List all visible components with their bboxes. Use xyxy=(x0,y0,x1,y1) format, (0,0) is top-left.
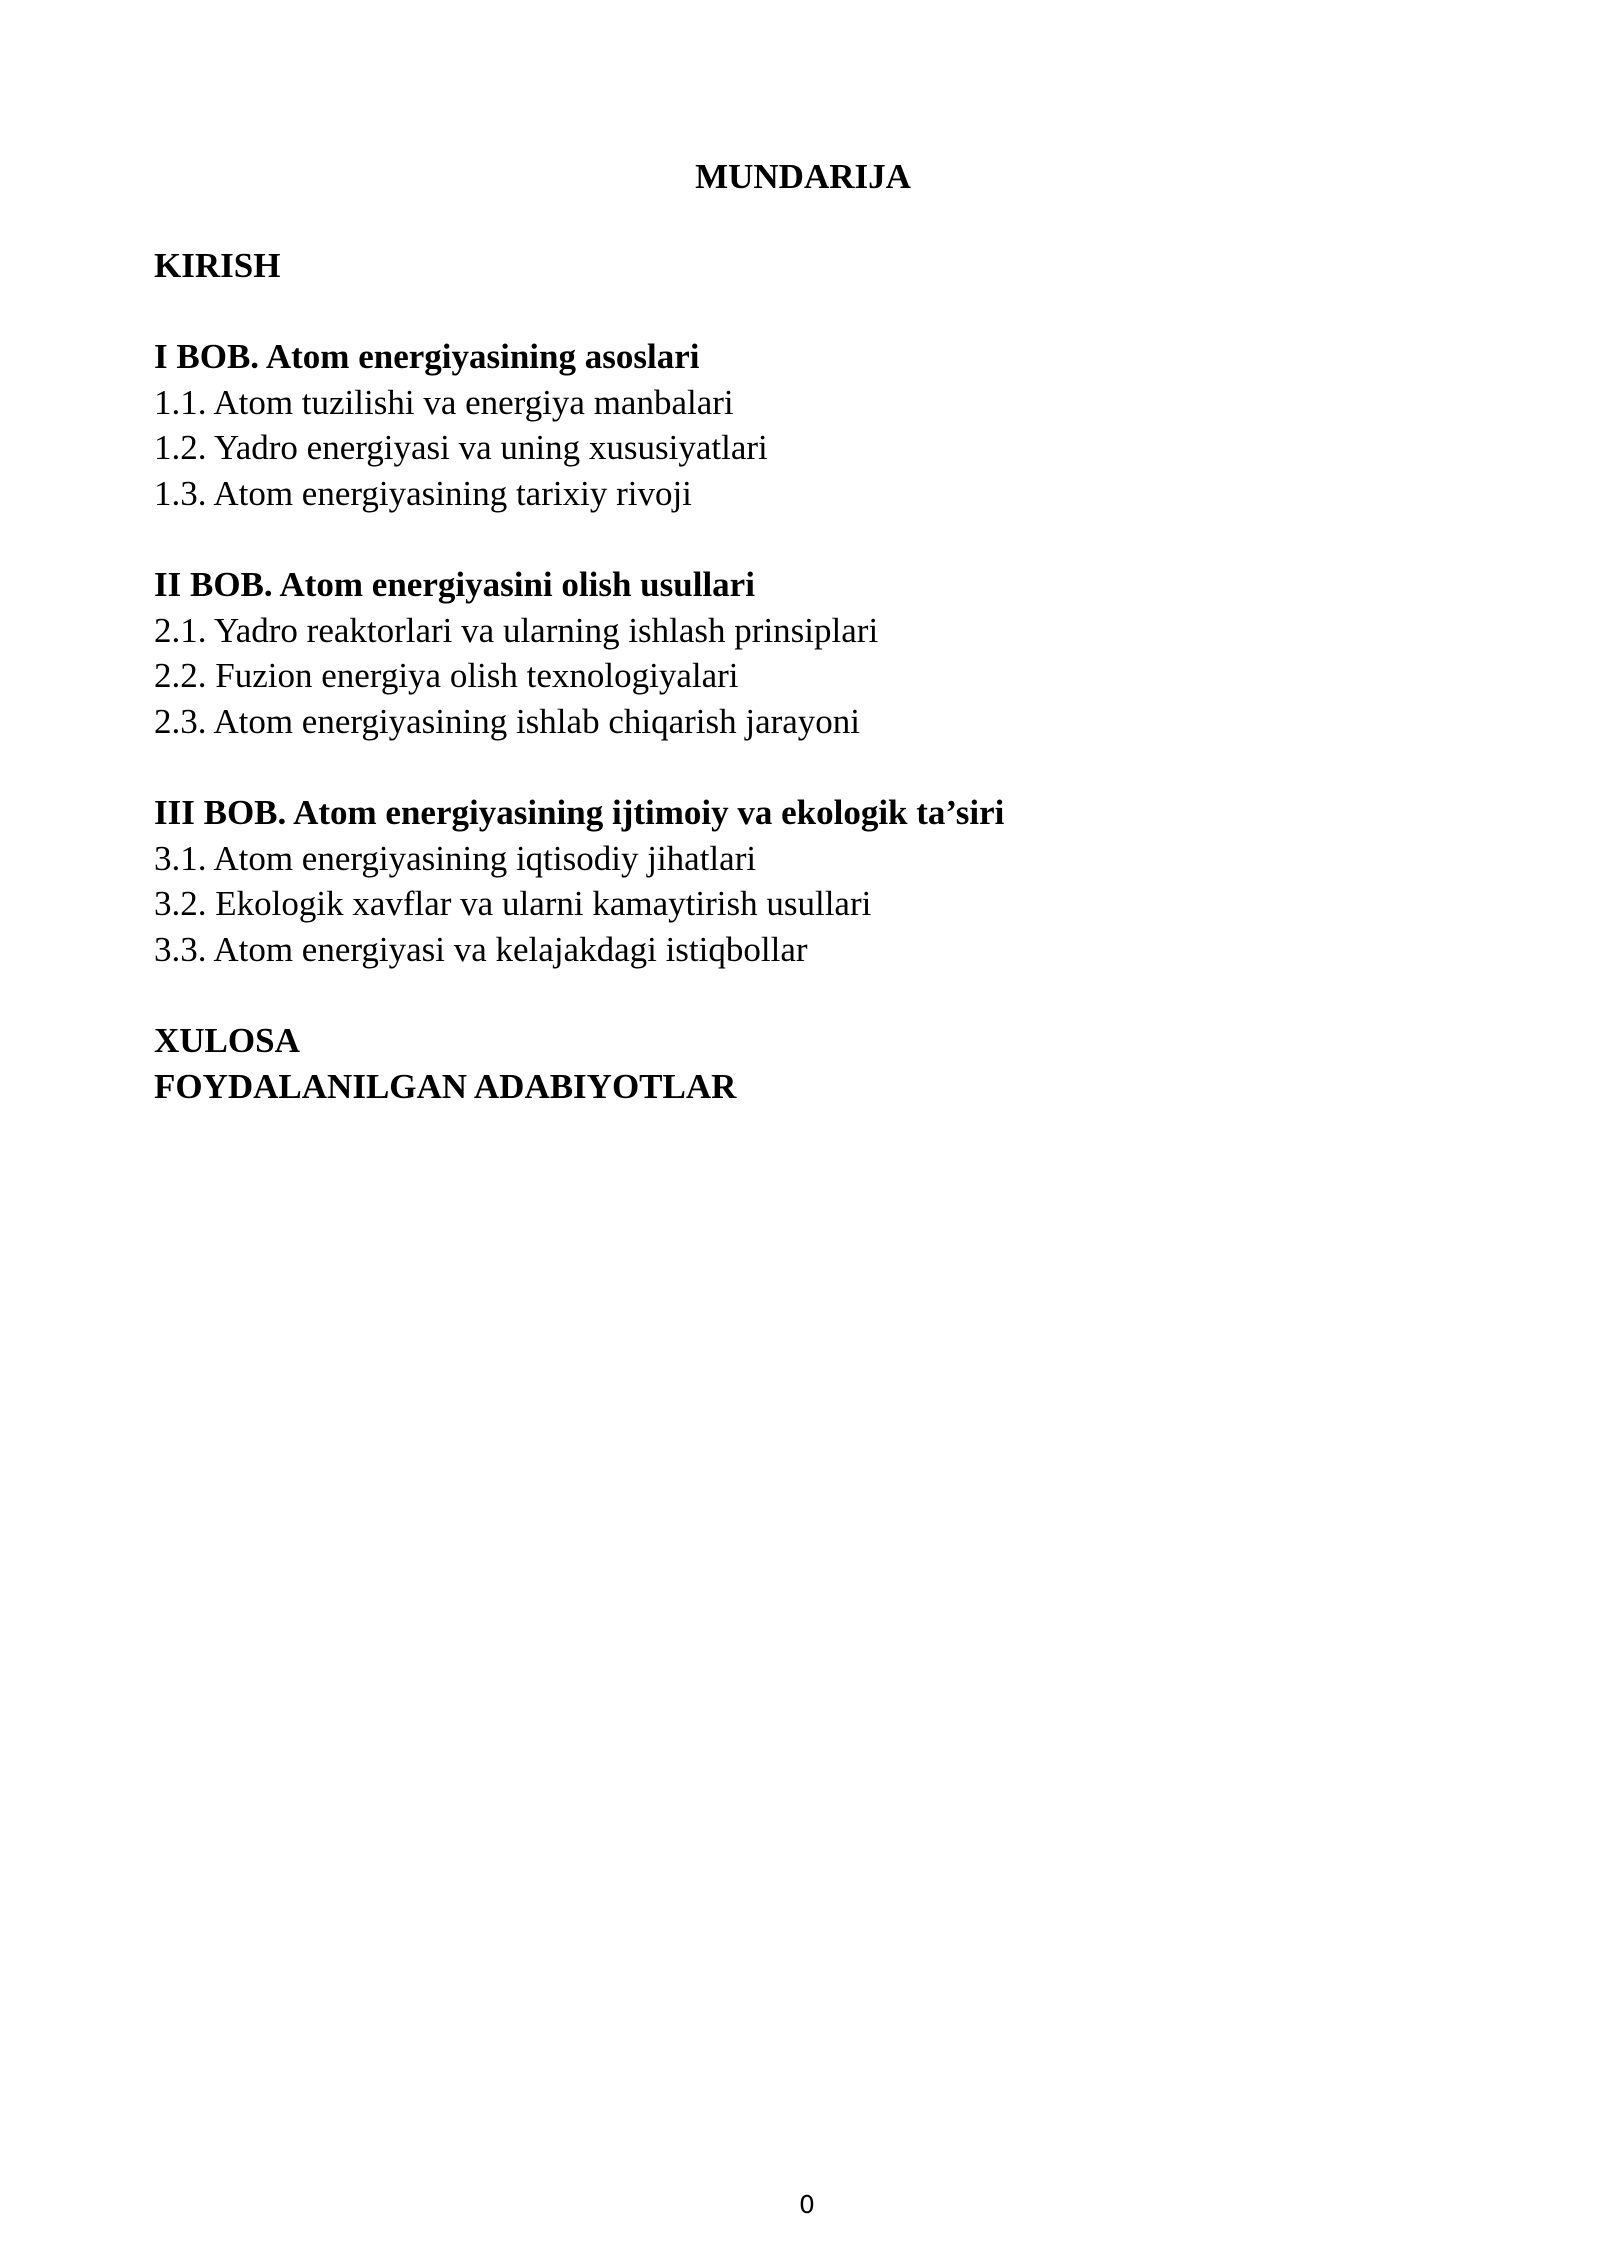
toc-section-item: 2.1. Yadro reaktorlari va ularning ishlash prinsiplari xyxy=(154,610,879,650)
toc-section-item: 3.3. Atom energiyasi va kelajakdagi istiqbollar xyxy=(154,929,808,969)
toc-spacer xyxy=(154,289,1454,335)
document-title: MUNDARIJA xyxy=(695,157,911,196)
table-of-contents xyxy=(154,243,1454,1109)
toc-references: FOYDALANILGAN ADABIYOTLAR xyxy=(154,1066,737,1106)
toc-chapter-2 xyxy=(154,562,1454,744)
toc-section-item: 1.3. Atom energiyasining tarixiy rivoji xyxy=(154,473,692,513)
toc-spacer xyxy=(154,745,1454,791)
toc-chapter-heading: II BOB. Atom energiyasini olish usullari xyxy=(154,565,755,605)
toc-chapter-1 xyxy=(154,334,1454,516)
toc-section-item: 1.1. Atom tuzilishi va energiya manbalari xyxy=(154,382,734,422)
toc-section-item: 2.2. Fuzion energiya olish texnologiyalari xyxy=(154,656,739,696)
page-number: 0 xyxy=(799,2190,815,2219)
toc-section-item: 1.2. Yadro energiyasi va uning xususiyatlari xyxy=(154,428,768,468)
toc-section-item: 2.3. Atom energiyasining ishlab chiqarish jarayoni xyxy=(154,701,861,741)
toc-spacer xyxy=(154,517,1454,563)
toc-section-item: 3.2. Ekologik xavflar va ularni kamaytirish usullari xyxy=(154,884,872,924)
toc-section-item: 3.1. Atom energiyasining iqtisodiy jihatlari xyxy=(154,838,757,878)
toc-chapter-heading: III BOB. Atom energiyasining ijtimoiy va ekologik ta’siri xyxy=(154,793,1005,833)
toc-chapter-3 xyxy=(154,790,1454,972)
toc-chapter-heading: I BOB. Atom energiyasining asoslari xyxy=(154,337,700,377)
toc-intro: KIRISH xyxy=(154,246,281,285)
toc-conclusion: XULOSA xyxy=(154,1021,300,1061)
toc-spacer xyxy=(154,973,1454,1019)
